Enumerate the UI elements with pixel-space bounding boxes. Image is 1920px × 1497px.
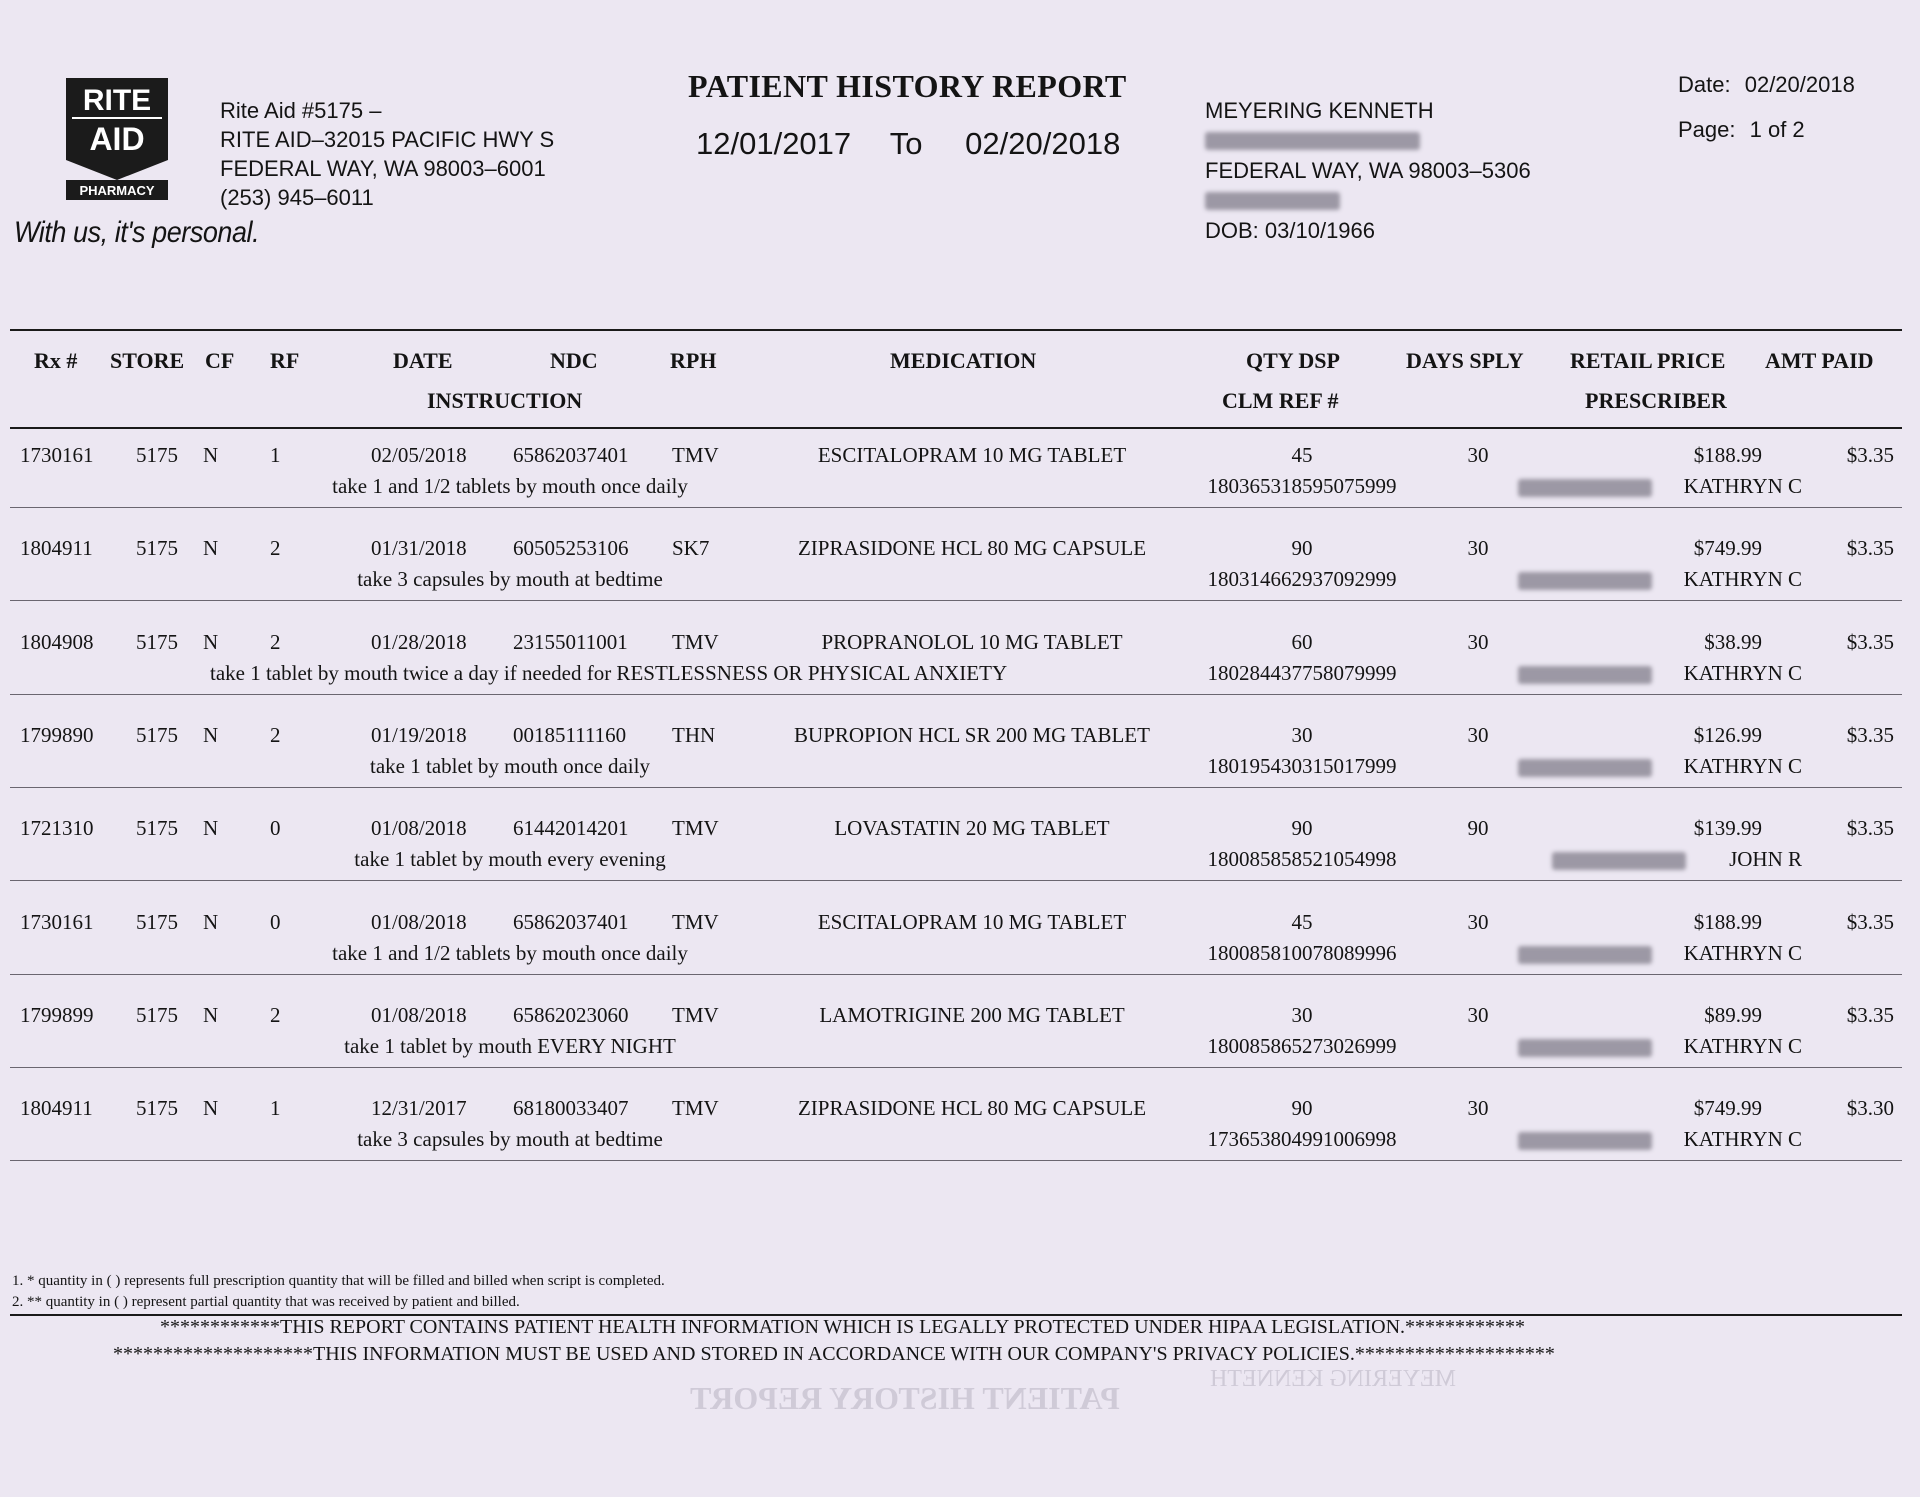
col-rx: Rx #	[34, 348, 78, 373]
cell-medication: ZIPRASIDONE HCL 80 MG CAPSULE	[797, 536, 1147, 561]
cell-prescriber: KATHRYN C	[1683, 660, 1802, 685]
cell-medication: LOVASTATIN 20 MG TABLET	[834, 816, 1110, 841]
col-date: DATE	[393, 348, 453, 373]
cell-date: 01/28/2018	[371, 629, 467, 654]
cell-instruction: take 1 and 1/2 tablets by mouth once daily	[332, 474, 688, 498]
row-separator	[10, 600, 1902, 601]
cell-instruction: take 1 and 1/2 tablets by mouth once daily	[332, 940, 688, 965]
cell-retail: $126.99	[1693, 722, 1762, 747]
cell-instruction: take 3 capsules by mouth at bedtime	[357, 567, 663, 592]
date-range-from: 12/01/2017	[696, 126, 852, 161]
prescriber-surname-redacted	[1518, 946, 1652, 964]
row-separator	[10, 507, 1902, 508]
cell-medication: PROPRANOLOL 10 MG TABLET	[821, 629, 1123, 654]
cell-days: 30	[1467, 1002, 1489, 1027]
cell-cf: N	[203, 629, 219, 654]
cell-qty: 30	[1291, 1002, 1313, 1027]
row-separator	[10, 1160, 1902, 1161]
row-separator	[10, 974, 1902, 975]
cell-prescriber: JOHN R	[1729, 847, 1802, 872]
cell-qty: 45	[1291, 443, 1313, 467]
cell-date: 01/31/2018	[371, 536, 467, 561]
col-ndc: NDC	[550, 348, 598, 373]
cell-clm-ref: 180085858521054998	[1207, 847, 1397, 872]
cell-amt: $3.35	[1846, 629, 1894, 654]
cell-days: 90	[1467, 816, 1489, 841]
cell-instruction: take 1 tablet by mouth once daily	[370, 753, 650, 778]
report-page	[1678, 117, 1805, 143]
cell-rx: 1799899	[20, 1002, 94, 1027]
cell-store: 5175	[136, 443, 178, 467]
cell-retail: $188.99	[1693, 909, 1762, 934]
cell-store: 5175	[136, 909, 178, 934]
cell-rx: 1804908	[20, 629, 94, 654]
prescriber-surname-redacted	[1552, 852, 1686, 870]
cell-rf: 2	[270, 722, 281, 747]
cell-cf: N	[203, 722, 219, 747]
col-clm: CLM REF #	[1222, 388, 1339, 413]
store-info	[220, 96, 554, 212]
logo-rite-text: RITE	[82, 84, 152, 117]
cell-prescriber: KATHRYN C	[1683, 1127, 1802, 1152]
table-top-rule	[10, 329, 1902, 331]
cell-prescriber: KATHRYN C	[1683, 1033, 1802, 1058]
cell-date: 01/19/2018	[371, 722, 467, 747]
cell-rx: 1721310	[20, 816, 94, 841]
cell-ndc: 68180033407	[513, 1096, 629, 1121]
report-page-value: 1 of 2	[1749, 117, 1805, 142]
cell-rx: 1799890	[20, 722, 94, 747]
col-cf: CF	[205, 348, 235, 373]
cell-ndc: 00185111160	[513, 722, 627, 747]
cell-rph: TMV	[672, 1002, 719, 1027]
cell-date: 12/31/2017	[371, 1096, 467, 1121]
col-rph: RPH	[670, 348, 717, 373]
cell-days: 30	[1467, 536, 1489, 561]
cell-medication: ESCITALOPRAM 10 MG TABLET	[817, 443, 1127, 467]
cell-ndc: 23155011001	[513, 629, 628, 654]
report-page-label: Page:	[1678, 117, 1736, 142]
cell-ndc: 65862037401	[513, 443, 629, 467]
cell-rx: 1804911	[20, 536, 93, 561]
col-store: STORE	[110, 348, 185, 373]
cell-rph: THN	[672, 722, 716, 747]
cell-amt: $3.30	[1846, 1096, 1894, 1121]
cell-rph: TMV	[672, 443, 719, 467]
bleed-through-title: PATIENT HISTORY REPORT	[690, 1380, 1120, 1416]
cell-ndc: 65862037401	[513, 909, 629, 934]
cell-store: 5175	[136, 1002, 178, 1027]
col-rf: RF	[270, 348, 300, 373]
cell-store: 5175	[136, 816, 178, 841]
row-separator	[10, 1067, 1902, 1068]
cell-qty: 90	[1291, 1096, 1313, 1121]
cell-prescriber: KATHRYN C	[1683, 940, 1802, 965]
cell-retail: $38.99	[1704, 629, 1762, 654]
cell-amt: $3.35	[1846, 816, 1894, 841]
cell-rph: TMV	[672, 816, 719, 841]
col-amt: AMT PAID	[1765, 348, 1874, 373]
cell-rf: 0	[270, 816, 281, 841]
cell-prescriber: KATHRYN C	[1683, 474, 1802, 498]
cell-amt: $3.35	[1846, 909, 1894, 934]
cell-amt: $3.35	[1846, 722, 1894, 747]
cell-medication: BUPROPION HCL SR 200 MG TABLET	[794, 722, 1150, 747]
cell-date: 01/08/2018	[371, 816, 467, 841]
col-prescriber: PRESCRIBER	[1585, 388, 1727, 413]
cell-instruction: take 1 tablet by mouth every evening	[354, 847, 666, 872]
cell-retail: $749.99	[1693, 536, 1762, 561]
cell-ndc: 65862023060	[513, 1002, 629, 1027]
store-city: FEDERAL WAY, WA 98003–6001	[220, 156, 546, 181]
tagline: With us, it's personal.	[14, 216, 260, 249]
cell-cf: N	[203, 909, 219, 934]
patient-name: MEYERING KENNETH	[1205, 98, 1434, 123]
hipaa-notice-2: ********************THIS INFORMATION MUST BE USED AND STORED IN ACCORDANCE WITH OUR COMPANY'S PRIVACY POLICIES.********************	[113, 1343, 1555, 1365]
cell-qty: 90	[1291, 536, 1313, 561]
report-title: PATIENT HISTORY REPORT	[688, 68, 1127, 104]
cell-days: 30	[1467, 722, 1489, 747]
cell-days: 30	[1467, 909, 1489, 934]
cell-medication: ESCITALOPRAM 10 MG TABLET	[817, 909, 1127, 934]
cell-store: 5175	[136, 722, 178, 747]
cell-store: 5175	[136, 1096, 178, 1121]
cell-date: 01/08/2018	[371, 1002, 467, 1027]
cell-retail: $89.99	[1704, 1002, 1762, 1027]
col-medication: MEDICATION	[890, 348, 1037, 373]
cell-cf: N	[203, 1002, 219, 1027]
prescriber-surname-redacted	[1518, 1132, 1652, 1150]
patient-info	[1205, 96, 1531, 246]
cell-rf: 2	[270, 1002, 281, 1027]
logo-pharmacy-text: PHARMACY	[79, 183, 155, 198]
col-days: DAYS SPLY	[1406, 348, 1524, 373]
cell-rf: 2	[270, 629, 281, 654]
cell-days: 30	[1467, 1096, 1489, 1121]
cell-clm-ref: 180365318595075999	[1207, 474, 1397, 498]
cell-cf: N	[203, 443, 219, 467]
cell-medication: LAMOTRIGINE 200 MG TABLET	[819, 1002, 1125, 1027]
cell-rf: 1	[270, 1096, 281, 1121]
footnote-2: 2. ** quantity in ( ) represent partial quantity that was received by patient and billed.	[12, 1294, 520, 1310]
cell-qty: 45	[1291, 909, 1313, 934]
cell-prescriber: KATHRYN C	[1683, 753, 1802, 778]
cell-cf: N	[203, 816, 219, 841]
prescriber-surname-redacted	[1518, 759, 1652, 777]
col-qty: QTY DSP	[1246, 348, 1340, 373]
cell-ndc: 61442014201	[513, 816, 629, 841]
prescriber-surname-redacted	[1518, 572, 1652, 590]
hipaa-notice-1: ************THIS REPORT CONTAINS PATIENT HEALTH INFORMATION WHICH IS LEGALLY PROTECTED UNDER HIPAA LEGISLATION.************	[160, 1316, 1526, 1338]
cell-store: 5175	[136, 536, 178, 561]
row-separator	[10, 694, 1902, 695]
store-address: RITE AID–32015 PACIFIC HWY S	[220, 127, 555, 152]
store-name: Rite Aid #5175 –	[220, 98, 382, 123]
patient-dob: DOB: 03/10/1966	[1205, 218, 1376, 243]
row-separator	[10, 787, 1902, 788]
cell-amt: $3.35	[1846, 536, 1894, 561]
prescriber-surname-redacted	[1518, 1039, 1652, 1057]
patient-phone-redacted	[1205, 186, 1531, 216]
cell-instruction: take 3 capsules by mouth at bedtime	[357, 1127, 663, 1152]
date-range-to-word: To	[889, 126, 923, 161]
cell-amt: $3.35	[1846, 443, 1894, 467]
cell-cf: N	[203, 536, 219, 561]
cell-medication: ZIPRASIDONE HCL 80 MG CAPSULE	[797, 1096, 1147, 1121]
header-bottom-rule	[10, 427, 1902, 429]
cell-store: 5175	[136, 629, 178, 654]
cell-instruction: take 1 tablet by mouth EVERY NIGHT	[344, 1033, 676, 1058]
bleed-through-name: MEYERING KENNETH	[1210, 1366, 1456, 1392]
col-instruction: INSTRUCTION	[427, 388, 583, 413]
cell-date: 02/05/2018	[371, 443, 467, 467]
cell-clm-ref: 180314662937092999	[1207, 567, 1397, 592]
cell-cf: N	[203, 1096, 219, 1121]
cell-days: 30	[1467, 629, 1489, 654]
cell-prescriber: KATHRYN C	[1683, 567, 1802, 592]
cell-ndc: 60505253106	[513, 536, 629, 561]
report-date	[1678, 72, 1855, 98]
cell-instruction: take 1 tablet by mouth twice a day if needed for RESTLESSNESS OR PHYSICAL ANXIETY	[210, 660, 1008, 685]
cell-rph: TMV	[672, 629, 719, 654]
cell-clm-ref: 180085865273026999	[1207, 1033, 1397, 1058]
cell-clm-ref: 180284437758079999	[1207, 660, 1397, 685]
cell-retail: $749.99	[1693, 1096, 1762, 1121]
cell-rph: SK7	[672, 536, 710, 561]
date-range-to: 02/20/2018	[965, 126, 1121, 161]
patient-city: FEDERAL WAY, WA 98003–5306	[1205, 158, 1531, 183]
prescriber-surname-redacted	[1518, 479, 1652, 497]
cell-rph: TMV	[672, 1096, 719, 1121]
cell-clm-ref: 173653804991006998	[1207, 1127, 1397, 1152]
rite-aid-logo	[64, 76, 170, 200]
logo-aid-text: AID	[89, 121, 145, 157]
cell-clm-ref: 180085810078089996	[1207, 940, 1397, 965]
col-retail: RETAIL PRICE	[1570, 348, 1726, 373]
cell-rx: 1804911	[20, 1096, 93, 1121]
cell-rf: 0	[270, 909, 281, 934]
cell-qty: 90	[1291, 816, 1313, 841]
patient-street-redacted	[1205, 126, 1531, 156]
prescriber-surname-redacted	[1518, 666, 1652, 684]
cell-rf: 1	[270, 443, 281, 467]
store-phone: (253) 945–6011	[220, 185, 374, 210]
footnote-1: 1. * quantity in ( ) represents full prescription quantity that will be filled and billed when script is completed.	[12, 1273, 665, 1289]
cell-rf: 2	[270, 536, 281, 561]
cell-rph: TMV	[672, 909, 719, 934]
cell-retail: $139.99	[1693, 816, 1762, 841]
cell-qty: 30	[1291, 722, 1313, 747]
cell-qty: 60	[1291, 629, 1313, 654]
cell-rx: 1730161	[20, 443, 94, 467]
cell-retail: $188.99	[1693, 443, 1762, 467]
date-range	[696, 126, 1120, 162]
cell-rx: 1730161	[20, 909, 94, 934]
row-separator	[10, 880, 1902, 881]
cell-days: 30	[1467, 443, 1489, 467]
report-date-label: Date:	[1678, 72, 1731, 97]
cell-clm-ref: 180195430315017999	[1207, 753, 1397, 778]
cell-date: 01/08/2018	[371, 909, 467, 934]
report-date-value: 02/20/2018	[1744, 72, 1855, 97]
cell-amt: $3.35	[1846, 1002, 1894, 1027]
